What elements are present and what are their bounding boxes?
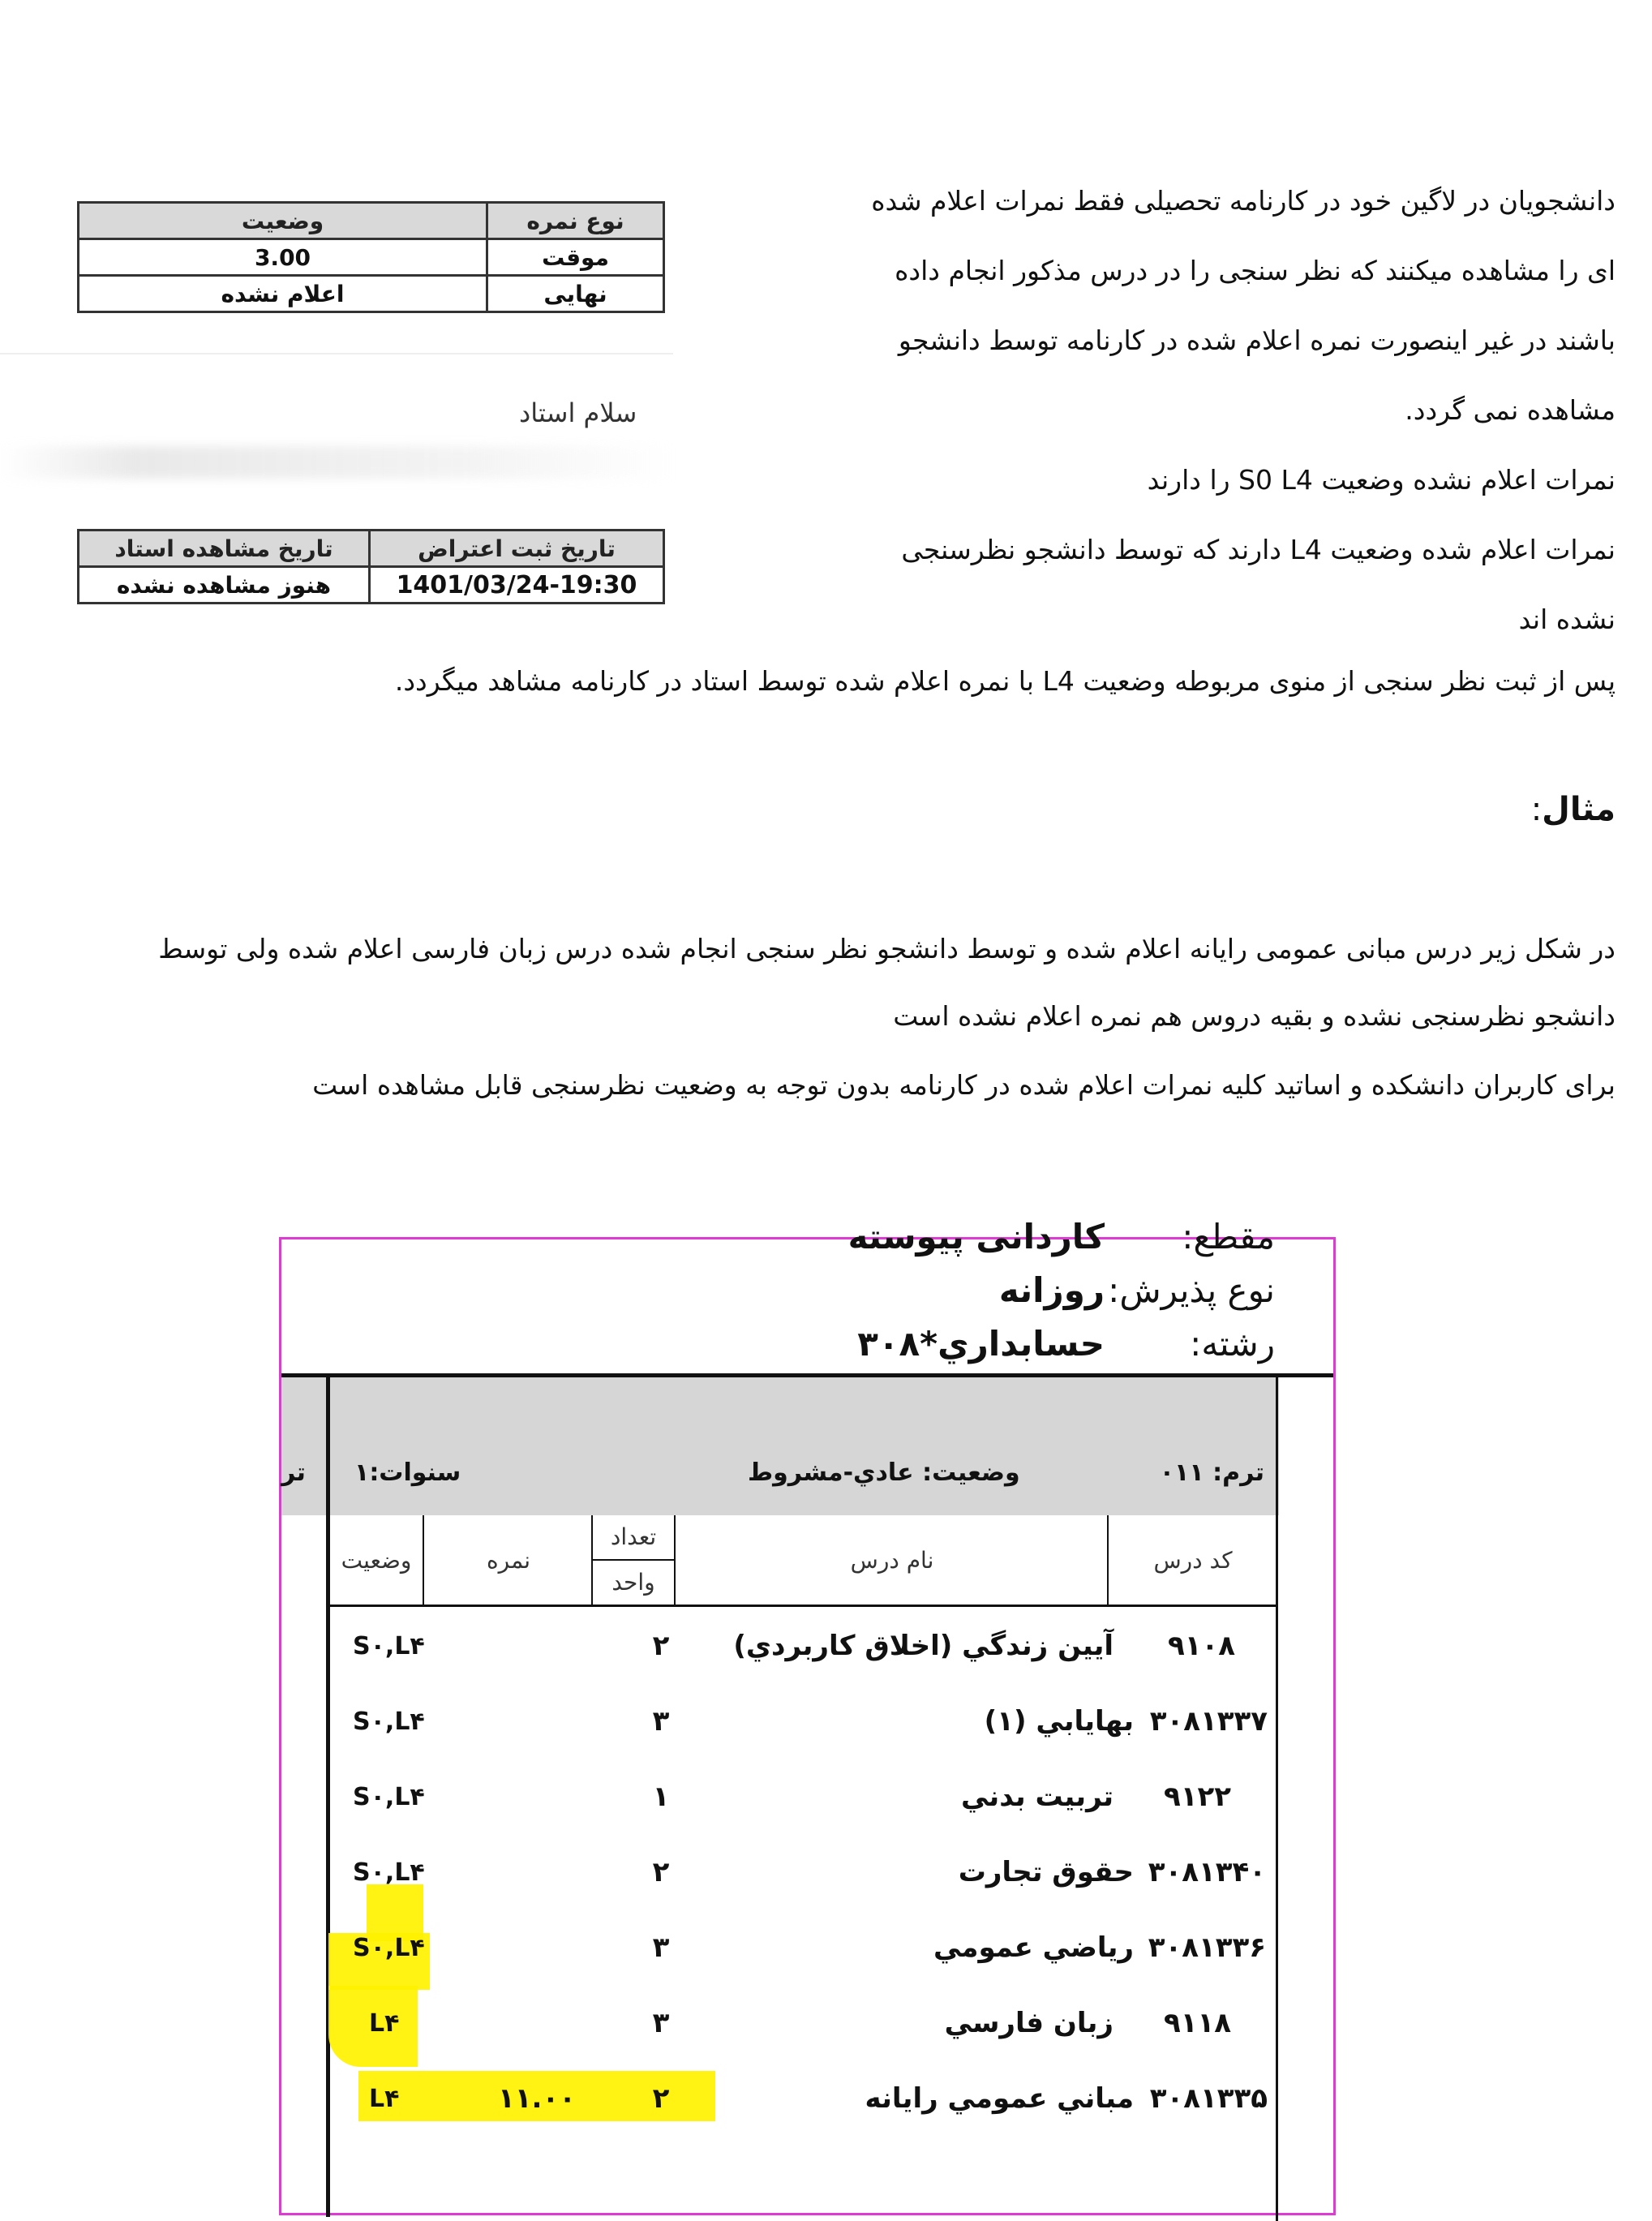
- course-state: S۰,L۴: [353, 1708, 425, 1736]
- table-row: [330, 1609, 1276, 1684]
- course-state: L۴: [369, 2009, 400, 2038]
- course-units: ۳: [652, 2007, 670, 2039]
- paragraph-line: نشده اند: [1518, 604, 1616, 635]
- course-code: ۹۱۱۸: [1163, 2007, 1231, 2039]
- course-code: ۳۰۸۱۳۳۶: [1148, 1931, 1266, 1964]
- degree-info: [848, 1217, 1275, 1257]
- course-code: ۳۰۸۱۳۳۷: [1149, 1705, 1268, 1738]
- paragraph-line: دانشجویان در لاگین خود در کارنامه تحصیلی فقط نمرات اعلام شده: [871, 185, 1616, 217]
- example-heading-colon: :: [1530, 791, 1543, 828]
- example-line-1: در شکل زیر درس مبانی عمومی رایانه اعلام شده و توسط دانشجو نظر سنجی انجام شده درس زبان فارسی اعلام شده ولی توسط: [158, 933, 1616, 964]
- col-grade: نمره: [423, 1515, 593, 1605]
- field-value: حسابداري*۳۰۸: [857, 1324, 1105, 1364]
- course-units: ۳: [652, 1705, 670, 1738]
- greeting-text: سلام استاد: [519, 397, 637, 428]
- teacher-view-cell: هنوز مشاهده نشده: [79, 567, 370, 604]
- term-bar: [281, 1377, 1279, 1515]
- admission-info: [999, 1270, 1275, 1310]
- course-name: زبان فارسي: [944, 2007, 1113, 2039]
- right-rule: [1276, 1377, 1278, 2221]
- course-code: ۳۰۸۱۳۳۵: [1149, 2082, 1268, 2115]
- description-paragraph: [756, 166, 1616, 655]
- course-name: بهايابي (۱): [984, 1705, 1134, 1738]
- table-row: [330, 1910, 1276, 1986]
- header-status: وضعیت: [79, 203, 487, 239]
- course-state: S۰,L۴: [353, 1858, 425, 1887]
- table-row: [330, 1986, 1276, 2061]
- course-state: S۰,L۴: [353, 1934, 425, 1962]
- course-name: تربيت بدني: [961, 1781, 1113, 1813]
- course-units: ۱: [652, 1781, 670, 1813]
- paragraph-line: باشند در غیر اینصورت نمره اعلام شده در کارنامه توسط دانشجو: [898, 324, 1616, 356]
- example-line-2: دانشجو نظرسنجی نشده و بقیه دروس هم نمره اعلام نشده است: [893, 1000, 1616, 1032]
- course-grade: [476, 1609, 598, 1684]
- paragraph-line: ای را مشاهده میکنند که نظر سنجی را در درس مذکور انجام داده: [895, 255, 1616, 286]
- grade-status-table: [77, 201, 665, 313]
- paragraph-line: مشاهده نمی گردد.: [1405, 394, 1616, 426]
- paragraph-line: نمرات اعلام شده وضعیت L4 دارند که توسط دانشجو نظرسنجی: [901, 534, 1616, 565]
- term-label: ترم: ۰۱۱: [1159, 1458, 1264, 1487]
- col-units-top: تعداد: [593, 1515, 674, 1561]
- academic-status: وضعیت: عادي-مشروط: [748, 1458, 1020, 1487]
- course-units: ۳: [652, 1931, 670, 1964]
- degree-value: کاردانی پیوسته: [847, 1217, 1105, 1257]
- course-code: ۹۱۰۸: [1167, 1630, 1235, 1662]
- course-grade: [476, 1835, 598, 1910]
- course-code: ۳۰۸۱۳۴۰: [1148, 1856, 1266, 1888]
- status-cell: 3.00: [79, 239, 487, 276]
- course-state: S۰,L۴: [353, 1783, 425, 1811]
- course-state: S۰,L۴: [353, 1632, 425, 1660]
- table-row: [330, 1835, 1276, 1910]
- blurred-region: [0, 446, 673, 479]
- course-name: آیین زندگي (اخلاق کاربردي): [733, 1630, 1113, 1662]
- cut-column-label: تر: [281, 1458, 306, 1487]
- header-objection-date: تاریخ ثبت اعتراض: [370, 531, 664, 567]
- course-units: ۲: [652, 2082, 670, 2115]
- course-units: ۲: [652, 1856, 670, 1888]
- course-state: L۴: [369, 2085, 400, 2113]
- course-grade: [476, 1910, 598, 1986]
- field-info: [857, 1324, 1275, 1364]
- paragraph-line: نمرات اعلام نشده وضعیت S0 L4 را دارند: [1147, 464, 1616, 496]
- table-row: [330, 2061, 1276, 2137]
- course-grade: ۱۱.۰۰: [498, 2082, 576, 2115]
- course-name: حقوق تجارت: [958, 1856, 1134, 1888]
- example-heading: [1531, 791, 1616, 828]
- example-heading-text: مثال: [1542, 791, 1616, 828]
- header-grade-type: نوع نمره: [487, 203, 664, 239]
- col-course-code: کد درس: [1107, 1515, 1277, 1605]
- grade-type-cell: موقت: [487, 239, 664, 276]
- field-label: رشته:: [1190, 1324, 1275, 1364]
- transcript-screenshot: [279, 1217, 1336, 2215]
- objection-table: [77, 529, 665, 604]
- col-units-bottom: واحد: [611, 1569, 655, 1596]
- col-course-name: نام درس: [674, 1515, 1109, 1605]
- admission-value: روزانه: [998, 1270, 1105, 1310]
- course-grade: [476, 1986, 598, 2061]
- course-name: مباني عمومي رايانه: [865, 2082, 1134, 2115]
- col-units: [591, 1515, 674, 1605]
- course-grade: [476, 1759, 598, 1835]
- admission-label: نوع پذیرش:: [1108, 1270, 1275, 1310]
- table-row: [330, 1684, 1276, 1759]
- after-survey-note: پس از ثبت نظر سنجی از منوی مربوطه وضعیت L4 با نمره اعلام شده توسط استاد در کارنامه مشاهد میگردد.: [394, 665, 1616, 697]
- course-units: ۲: [652, 1630, 670, 1662]
- example-line-3: برای کاربران دانشکده و اساتید کلیه نمرات اعلام شده در کارنامه بدون توجه به وضعیت نظرسنجی قابل مشاهده است: [312, 1069, 1616, 1101]
- course-grade: [476, 1684, 598, 1759]
- years-count: سنوات:۱: [354, 1458, 461, 1487]
- divider: [0, 353, 673, 354]
- col-state: وضعیت: [341, 1546, 412, 1574]
- header-rule: [281, 1373, 1333, 1377]
- objection-date-cell: 1401/03/24-19:30: [370, 567, 664, 604]
- header-teacher-view-date: تاریخ مشاهده استاد: [79, 531, 370, 567]
- grade-type-cell: نهایی: [487, 276, 664, 312]
- degree-label: مقطع:: [1182, 1217, 1275, 1257]
- course-name: رياضي عمومي: [933, 1931, 1134, 1964]
- status-cell: اعلام نشده: [79, 276, 487, 312]
- table-row: [330, 1759, 1276, 1835]
- course-code: ۹۱۲۲: [1163, 1781, 1231, 1813]
